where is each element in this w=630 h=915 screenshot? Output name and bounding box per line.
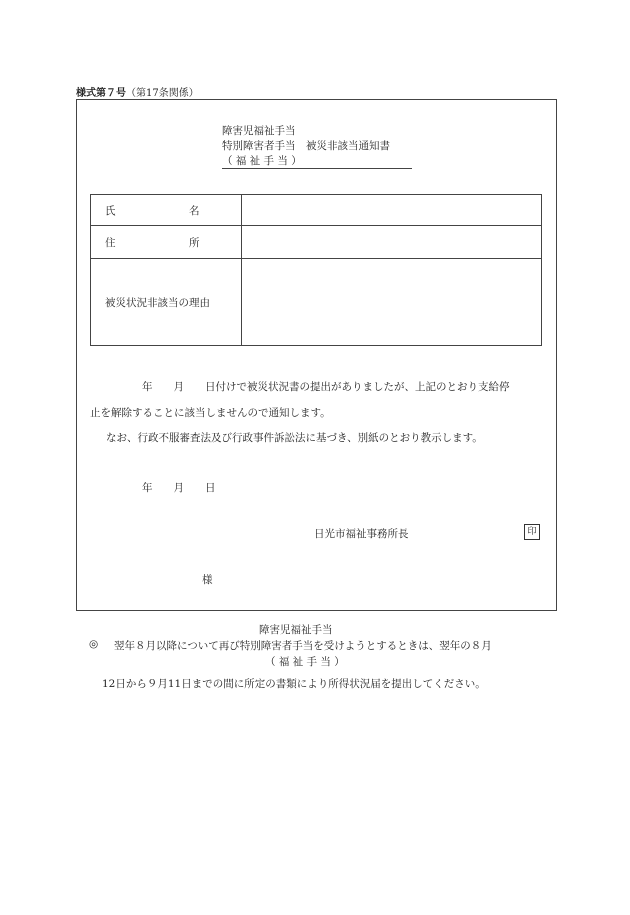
note-subheading: （ 福 祉 手 当 ） bbox=[265, 656, 345, 668]
addressee-suffix: 様 bbox=[202, 574, 213, 586]
name-label: 氏 名 bbox=[91, 195, 242, 226]
note-line-1: 翌年８月以降について再び特別障害者手当を受けようとするときは、翌年の８月 bbox=[114, 640, 492, 652]
reason-field[interactable] bbox=[242, 259, 542, 346]
name-field[interactable] bbox=[242, 195, 542, 226]
form-identifier bbox=[76, 84, 199, 99]
note-line-2: 12日から９月11日までの間に所定の書類により所得状況届を提出してください。 bbox=[102, 678, 486, 690]
issuer-name: 日光市福祉事務所長 bbox=[314, 528, 409, 540]
title-line-1: 障害児福祉手当 bbox=[222, 125, 296, 137]
title-line-2: 特別障害者手当 被災非該当通知書 bbox=[222, 140, 390, 152]
table-row bbox=[91, 195, 542, 226]
notice-title bbox=[222, 124, 390, 169]
date-line: 年 月 日 bbox=[142, 482, 216, 494]
note-mark: ◎ bbox=[89, 638, 99, 650]
address-field[interactable] bbox=[242, 226, 542, 259]
body-paragraph-1-line-2: 止を解除することに該当しませんので通知します。 bbox=[90, 407, 331, 419]
table-row bbox=[91, 259, 542, 346]
note-heading: 障害児福祉手当 bbox=[259, 624, 333, 636]
title-line-3: （ 福 祉 手 当 ） bbox=[222, 155, 302, 167]
reason-label: 被災状況非該当の理由 bbox=[91, 259, 242, 346]
body-paragraph-1-line-1: 年 月 日付けで被災状況書の提出がありましたが、上記のとおり支給停 bbox=[142, 381, 510, 393]
seal-mark: 印 bbox=[524, 524, 540, 540]
table-row bbox=[91, 226, 542, 259]
body-paragraph-2: なお、行政不服審査法及び行政事件訴訟法に基づき、別紙のとおり教示します。 bbox=[106, 432, 483, 444]
form-number: 様式第７号 bbox=[76, 88, 126, 99]
recipient-info-table bbox=[90, 194, 542, 346]
address-label: 住 所 bbox=[91, 226, 242, 259]
title-underline bbox=[222, 168, 412, 169]
form-relation: （第17条関係） bbox=[126, 88, 199, 99]
